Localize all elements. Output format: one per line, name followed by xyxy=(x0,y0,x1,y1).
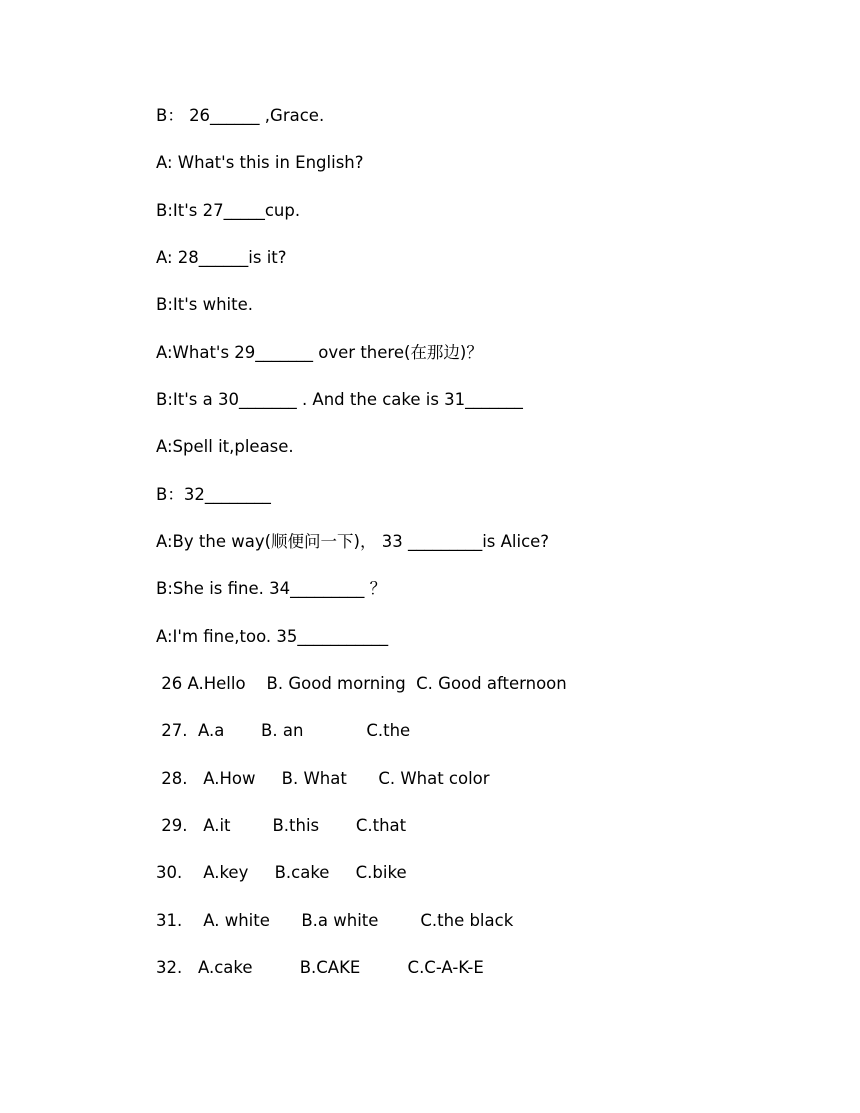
dialogue-line-6: A:What's 29_______ over there(在那边)？ xyxy=(156,343,483,362)
dialogue-line-11: B:She is fine. 34_________ ？ xyxy=(156,579,387,598)
dialogue-line-9: B：32________ xyxy=(156,485,271,504)
option-line-31: 31. A. white B.a white C.the black xyxy=(156,911,514,930)
option-line-32: 32. A.cake B.CAKE C.C-A-K-E xyxy=(156,958,484,977)
dialogue-line-7: B:It's a 30_______ . And the cake is 31_______ xyxy=(156,390,523,409)
dialogue-line-10: A:By the way(顺便问一下)， 33 _________is Alice? xyxy=(156,532,550,551)
dialogue-line-3: B:It's 27_____cup. xyxy=(156,201,301,220)
option-line-30: 30. A.key B.cake C.bike xyxy=(156,863,407,882)
dialogue-line-4: A: 28______is it? xyxy=(156,248,287,267)
dialogue-line-8: A:Spell it,please. xyxy=(156,437,294,456)
option-line-27: 27. A.a B. an C.the xyxy=(156,721,411,740)
dialogue-line-2: A: What's this in English? xyxy=(156,153,364,172)
dialogue-line-1: B： 26______ ,Grace. xyxy=(156,106,325,125)
option-line-28: 28. A.How B. What C. What color xyxy=(156,769,490,788)
dialogue-line-12: A:I'm fine,too. 35___________ xyxy=(156,627,389,646)
dialogue-line-5: B:It's white. xyxy=(156,295,253,314)
option-line-29: 29. A.it B.this C.that xyxy=(156,816,407,835)
option-line-26: 26 A.Hello B. Good morning C. Good afternoon xyxy=(156,674,567,693)
